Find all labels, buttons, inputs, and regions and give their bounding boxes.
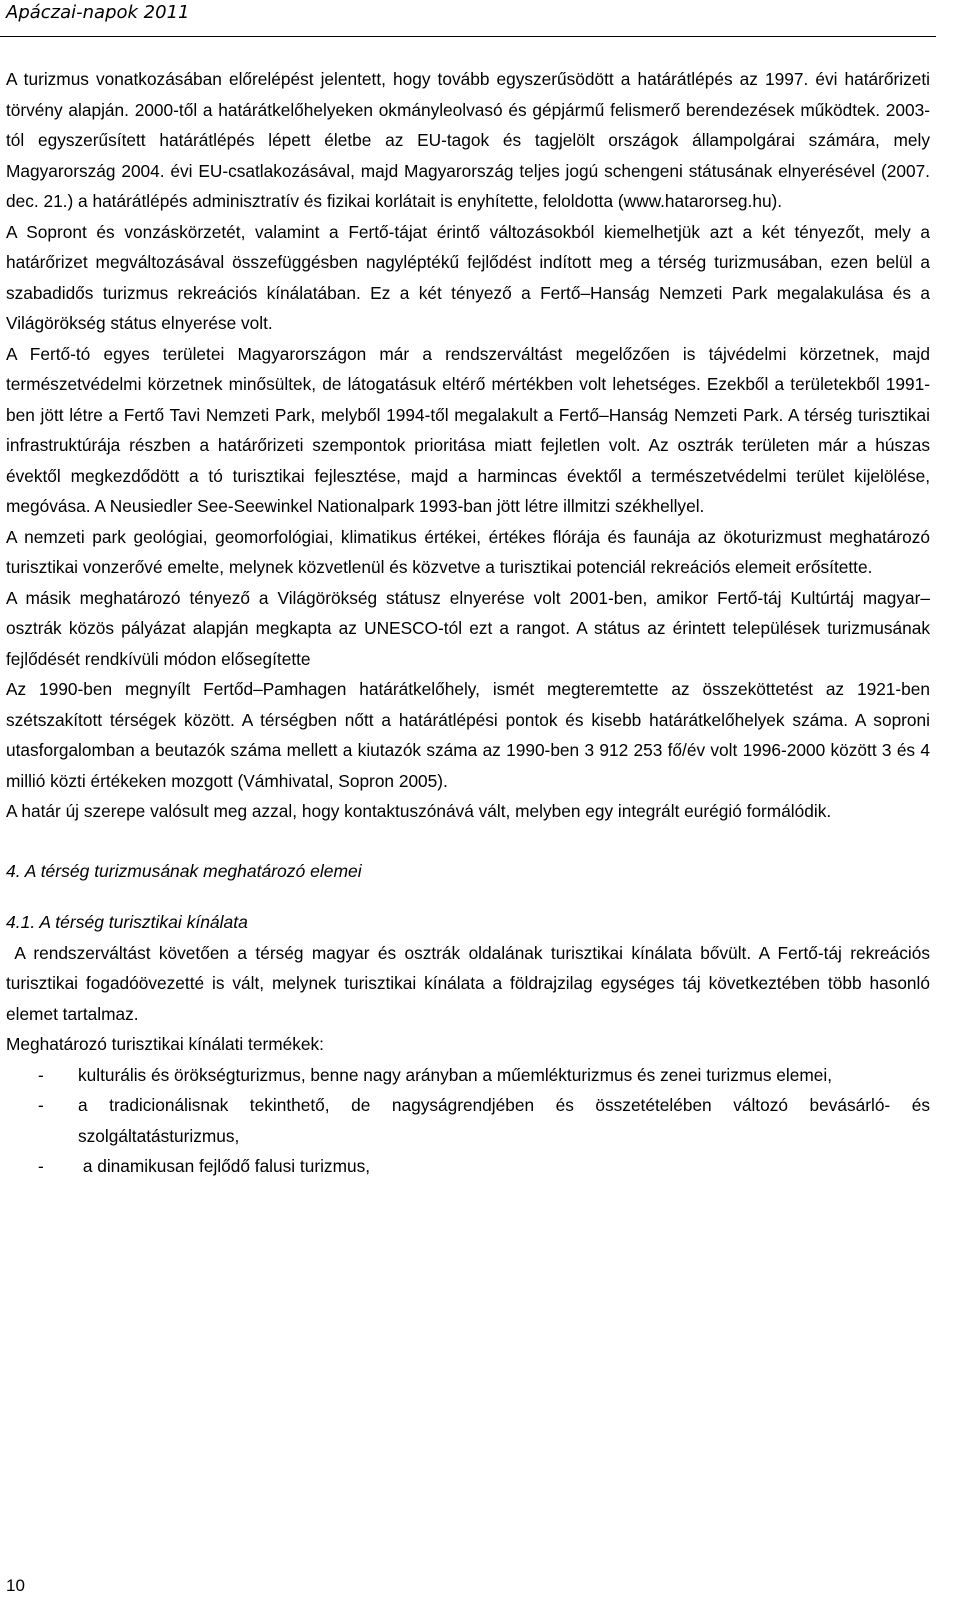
paragraph: A rendszerváltást követően a térség magyar és osztrák oldalának turisztikai kínálata bővült. A Fertő-táj rekreációs turisztikai fogadóövezetté is vált, melynek turisztikai kínálata a földrajzilag egységes táj következtében több hasonló elemet tartalmaz. — [6, 942, 935, 1024]
list-item-text: kulturális és örökségturizmus, benne nagy arányban a műemlékturizmus és zenei turizmus elemei, — [78, 1064, 832, 1085]
list-item — [6, 1090, 930, 1151]
document-body — [6, 64, 935, 1182]
list-item — [6, 1060, 930, 1091]
list-marker: - — [38, 1095, 44, 1115]
list-item-text: a tradicionálisnak tekinthető, de nagyságrendjében és összetételében változó bevásárló- és szolgáltatásturizmus, — [78, 1095, 930, 1146]
paragraph: A másik meghatározó tényező a Világörökség státusz elnyerése volt 2001-ben, amikor Fertő-táj Kultúrtáj magyar–osztrák közös pályázat alapján megkapta az UNESCO-tól ezt a rangot. A státus az érintett települések turizmusának fejlődését rendkívüli módon elősegítette — [6, 587, 930, 669]
paragraph: Az 1990-ben megnyílt Fertőd–Pamhagen határátkelőhely, ismét megteremtette az összeköttetést az 1921-ben szétszakított térségek között. A térségben nőtt a határátlépési pontok és kisebb határátkelőhelyek száma. A soproni utasforgalomban a beutazók száma mellett a kiutazók száma az 1990-ben 3 912 253 fő/év volt 1996-2000 között 3 és 4 millió közti értékeken mozgott (Vámhivatal, Sopron 2005). — [6, 679, 930, 791]
paragraph: A Fertő-tó egyes területei Magyarországon már a rendszerváltást megelőzően is tájvédelmi körzetnek, majd természetvédelmi körzetnek minősültek, de látogatásuk eltérő mértékben volt lehetséges. Ezekből a területekből 1991-ben jött létre a Fertő Tavi Nemzeti Park, melyből 1994-től megalakult a Fertő–Hanság Nemzeti Park. A térség turisztikai infrastruktúrája részben a határőrizeti szempontok prioritása miatt fejletlen volt. Az osztrák területen már a húszas évektől megkezdődött a tó turisztikai fejlesztése, majd a harmincas évektől a természetvédelmi terület kijelölése, megóvása. A Neusiedler See-Seewinkel Nationalpark 1993-ban jött létre illmitzi székhellyel. — [6, 343, 930, 516]
paragraph: Meghatározó turisztikai kínálati termékek: — [6, 1034, 324, 1054]
list-marker: - — [38, 1064, 44, 1085]
list-item-text: a dinamikusan fejlődő falusi turizmus, — [78, 1156, 371, 1176]
product-list — [6, 1060, 930, 1182]
page-header: Apáczai-napok 2011 — [6, 2, 190, 23]
section-heading: 4. A térség turizmusának meghatározó elemei — [6, 860, 362, 881]
subsection-heading: 4.1. A térség turisztikai kínálata — [6, 912, 248, 932]
header-divider — [0, 36, 936, 37]
paragraph: A nemzeti park geológiai, geomorfológiai, klimatikus értékei, értékes flórája és faunája az ökoturizmust meghatározó turisztikai vonzerővé emelte, melynek közvetlenül és közvetve a turisztikai potenciál rekreációs elemeit erősítette. — [6, 526, 930, 577]
paragraph: A Sopront és vonzáskörzetét, valamint a Fertő-tájat érintő változásokból kiemelhetjük azt a két tényezőt, mely a határőrizet megváltozásával összefüggésben nagyléptékű fejlődést indított meg a térség turizmusában, ezen belül a szabadidős turizmus rekreációs kínálatában. Ez a két tényező a Fertő–Hanság Nemzeti Park megalakulása és a Világörökség státus elnyerése volt. — [6, 221, 930, 333]
page-number: 10 — [6, 1576, 25, 1595]
list-item — [6, 1151, 930, 1182]
list-marker: - — [38, 1156, 44, 1176]
paragraph: A turizmus vonatkozásában előrelépést jelentett, hogy tovább egyszerűsödött a határátlépés az 1997. évi határőrizeti törvény alapján. 2000-től a határátkelőhelyeken okmányleolvasó és gépjármű felismerő berendezések működtek. 2003-tól egyszerűsített határátlépés lépett életbe az EU-tagok és tagjelölt országok állampolgárai számára, mely Magyarország 2004. évi EU-csatlakozásával, majd Magyarország teljes jogú schengeni státusának elnyerésével (2007. dec. 21.) a határátlépés adminisztratív és fizikai korlátait is enyhítette, feloldotta (www.hatarorseg.hu). — [6, 69, 930, 211]
paragraph: A határ új szerepe valósult meg azzal, hogy kontaktuszónává vált, melyben egy integrált eurégió formálódik. — [6, 801, 832, 821]
